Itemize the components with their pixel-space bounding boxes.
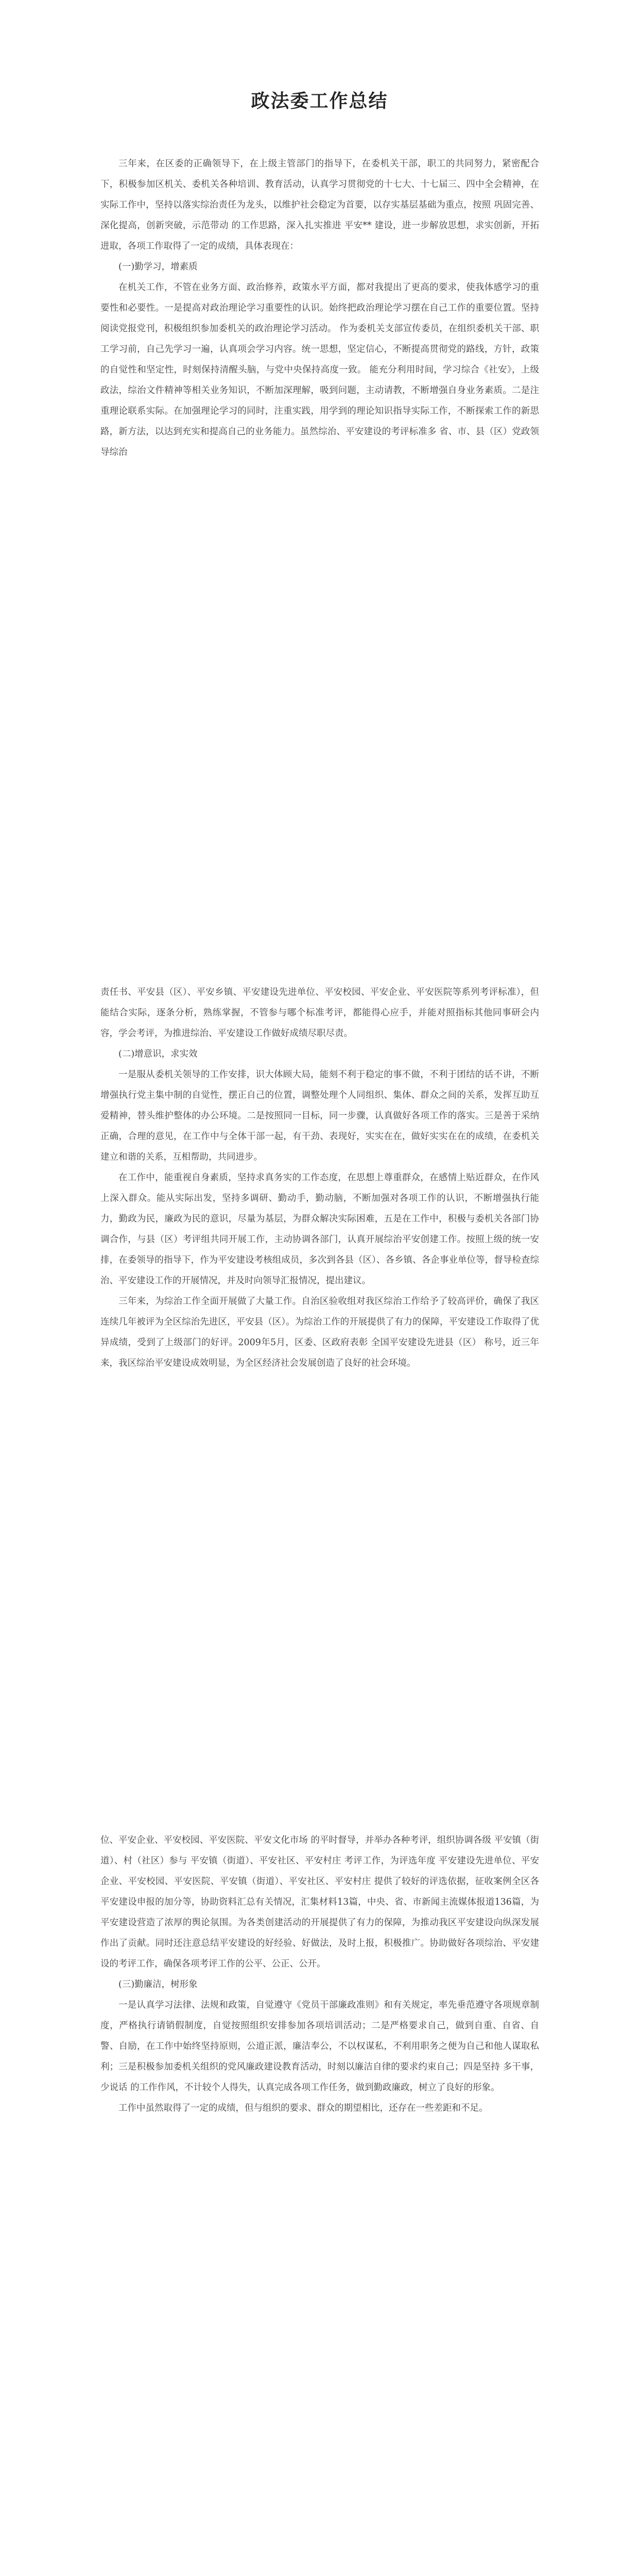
text-block-1 [100, 154, 539, 463]
paragraph: 工作中虽然取得了一定的成绩，但与组织的要求、群众的期望相比，还存在一些差距和不足。 [118, 2103, 488, 2113]
text-block-2 [100, 982, 539, 1374]
intro-paragraph: 三年来，在区委的正确领导下，在上级主管部门的指导下，在委机关干部，职工的共同努力，紧密配合下，积极参加区机关、委机关各种培训、教育活动，认真学习贯彻党的十七大、十七届三、四中全会精神，在实际工作中，坚持以落实综治责任为龙头，以维护社会稳定为首要，以存实基层基础为重点，按照 巩固完善、深化提高，创新突破，示范带动 的工作思路，深入扎实推进 平安** 建设，进一步解放思想，求实创新，开拓进取，各项工作取得了一定的成绩，具体表现在： [100, 159, 539, 251]
text-block-3 [100, 1830, 539, 2119]
paragraph: 在机关工作，不管在业务方面、政治修养，政策水平方面，都对我提出了更高的要求，使我体感学习的重要性和必要性。一是提高对政治理论学习重要性的认识。始终把政治理论学习摆在自己工作的重要位置。坚持阅读党报党刊，积极组织参加委机关的政治理论学习活动。 作为委机关支部宣传委员，在组织委机关干部、职工学习前，自己先学习一遍，认真项会学习内容。统一思想，坚定信心，不断提高贯彻党的路线，方针，政策的自觉性和坚定性，时刻保持清醒头脑，与党中央保持高度一致。 能充分利用时间，学习综合《社安》，上级政法，综治文件精神等相关业务知识，不断加深理解，吸到问题，主动请教，不断增强自身业务素质。二是注重理论联系实际。在加强理论学习的同时，注重实践，用学到的理论知识指导实际工作，不断探索工作的新思路，新方法，以达到充实和提高自己的业务能力。虽然综治、平安建设的考评标准多 省、市、县（区）党政领导综治 [100, 282, 539, 457]
paragraph: 在工作中，能重视自身素质，坚持求真务实的工作态度，在思想上尊重群众，在感情上贴近群众，在作风上深入群众。能从实际出发，坚持多调研、勤动手，勤动脑，不断加强对各项工作的认识，不断增强执行能力，勤政为民，廉政为民的意识，尽量为基层，为群众解决实际困难，五是在工作中，积极与委机关各部门协调合作，与县（区）考评组共同开展工作，主动协调各部门，认真开展综治平安创建工作。按照上级的统一安排，在委领导的指导下，作为平安建设考核组成员，多次到各县（区）、各乡镇、各企事业单位等，督导检查综治、平安建设工作的开展情况，并及时向领导汇报情况，提出建议。 [100, 1173, 539, 1286]
paragraph: 一是认真学习法律、法规和政策，自觉遵守《党员干部廉政准则》和有关规定，率先垂范遵守各项规章制度，严格执行请销假制度，自觉按照组织安排参加各项培训活动；二是严格要求自己，做到自重、自省、自警、自励，在工作中始终坚持原则，公道正派，廉洁奉公，不以权谋私，不利用职务之便为自己和他人谋取私利；三是积极参加委机关组织的党风廉政建设教育活动，时刻以廉洁自律的要求约束自己；四是坚持 多干事，少说话 的工作作风，不计较个人得失，认真完成各项工作任务，做到勤政廉政，树立了良好的形象。 [100, 2000, 539, 2093]
section-heading-2: (二)增意识，求实效 [118, 1049, 198, 1059]
paragraph-continuation: 位、平安企业、平安校园、平安医院、平安文化市场 的平时督导，并举办各种考评，组织协调各级 平安镇（街道）、村（社区）参与 平安镇（街道）、平安社区、平安村庄 考评工作，为评选年度 平安建设先进单位、平安企业、平安校园、平安医院、平安镇（街道）、平安社区、平安村庄 提供了较好的评选依据，征收案例全区各平安建设申报的加分等，协助资料汇总有关情况，汇集材料13篇，中央、省、市新闻主流媒体报道136篇，为平安建设营造了浓厚的舆论氛围。为各类创建活动的开展提供了有力的保障，为推动我区平安建设向纵深发展作出了贡献。同时还注意总结平安建设的好经验、好做法，及时上报，积极推广。协助做好各项综治、平安建设的考评工作，确保各项考评工作的公平、公正、公开。 [100, 1835, 539, 1969]
document-title: 政法委工作总结 [251, 90, 388, 112]
section-heading-3: (三)勤廉洁，树形象 [118, 1979, 198, 1990]
paragraph-continuation: 责任书、平安县（区）、平安乡镇、平安建设先进单位、平安校园、平安企业、平安医院等系列考评标准），但能结合实际，逐条分析，熟练掌握，不管参与哪个标准考评，都能得心应手，并能对照指标其他同事研会内容，学会考评，为推进综治、平安建设工作做好成绩尽职尽责。 [100, 987, 539, 1039]
paragraph: 一是服从委机关领导的工作安排，识大体顾大局，能刻不利于稳定的事不做，不利于团结的话不讲，不断增强执行党主集中制的自觉性，摆正自己的位置，调整处理个人同组织、集体、群众之间的关系，发挥互助互爱精神，替头维护整体的办公环境。二是按照同一目标，同一步骤，认真做好各项工作的落实。三是善于采纳正确，合理的意见，在工作中与全体干部一起，有干劲、表现好，实实在在，做好实实在在的成绩，在委机关建立和谐的关系，互相帮助，共同进步。 [100, 1070, 539, 1162]
section-heading-1: (一)勤学习，增素质 [118, 262, 198, 272]
paragraph: 三年来，为综治工作全面开展做了大量工作。自治区验收组对我区综治工作给予了较高评价，确保了我区连续几年被评为全区综治先进区，平安县（区）。为综治工作的开展提供了有力的保障，平安建设工作取得了优异成绩，受到了上级部门的好评。2009年5月，区委、区政府表彰 全国平安建设先进县（区） 称号，近三年来，我区综治平安建设成效明显，为全区经济社会发展创造了良好的社会环境。 [100, 1296, 539, 1368]
